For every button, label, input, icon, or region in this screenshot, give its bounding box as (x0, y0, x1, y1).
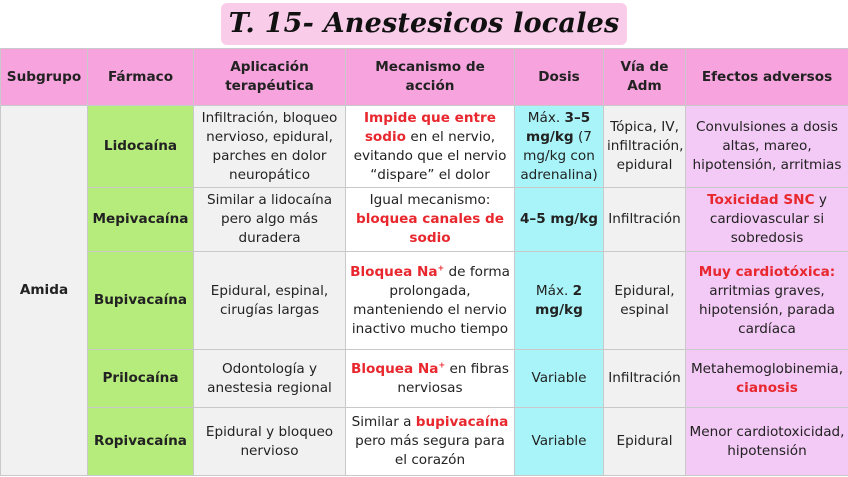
effects-cell (686, 252, 848, 350)
drug-table (0, 48, 848, 476)
mechanism-prefix: Igual mecanismo: (369, 192, 491, 208)
application-cell: Odontología y anestesia regional (194, 350, 346, 408)
subgroup-cell: Amida (1, 106, 88, 476)
route-cell: Infiltración (604, 188, 686, 252)
effects-highlight: cianosis (736, 379, 798, 396)
dose-cell (515, 106, 604, 188)
effects-text: y cardiovascular si sobredosis (709, 192, 827, 246)
dose-cell: Variable (515, 408, 604, 476)
title-bar (0, 0, 848, 48)
application-cell: Infiltración, bloqueo nervioso, epidural, parches en dolor neuropático (194, 106, 346, 188)
mechanism-text: en fibras nerviosas (397, 360, 509, 396)
mechanism-text: pero más segura para el corazón (355, 433, 505, 468)
mechanism-highlight: Impide que entre sodio (364, 109, 496, 145)
header-row (1, 49, 848, 106)
effects-cell (686, 188, 848, 252)
effects-highlight: Toxicidad SNC (707, 192, 815, 208)
dose-cell (515, 252, 604, 350)
dose-value: 3–5 mg/kg (526, 109, 591, 145)
mechanism-cell (346, 106, 515, 188)
header-efectos: Efectos adversos (686, 49, 848, 106)
route-cell: Epidural, espinal (604, 252, 686, 350)
header-subgrupo: Subgrupo (1, 49, 88, 106)
route-cell: Epidural (604, 408, 686, 476)
page-title: T. 15- Anestesicos locales (221, 3, 628, 45)
dose-suffix: (7 mg/kg con adrenalina) (520, 128, 598, 183)
mechanism-cell (346, 252, 515, 350)
mechanism-text: de forma prolongada, manteniendo el nervio inactivo mucho tiempo (351, 263, 510, 337)
route-cell: Tópica, IV, infiltración, epidural (604, 106, 686, 188)
table-row (1, 106, 848, 188)
effects-cell: Menor cardiotoxicidad, hipotensión (686, 408, 848, 476)
drug-cell: Prilocaína (88, 350, 194, 408)
sodium-charge: + (437, 262, 445, 272)
application-cell: Similar a lidocaína pero algo más duradera (194, 188, 346, 252)
header-aplicacion: Aplicación terapéutica (194, 49, 346, 106)
dose-prefix: Máx. (527, 109, 565, 126)
application-cell: Epidural, espinal, cirugías largas (194, 252, 346, 350)
header-via: Vía de Adm (604, 49, 686, 106)
header-dosis: Dosis (515, 49, 604, 106)
effects-cell: Convulsiones a dosis altas, mareo, hipotensión, arritmias (686, 106, 848, 188)
table-row (1, 408, 848, 476)
dose-value: 4–5 mg/kg (519, 211, 599, 227)
drug-cell: Bupivacaína (88, 252, 194, 350)
dose-cell (515, 188, 604, 252)
mechanism-highlight: bloquea canales de sodio (356, 211, 504, 246)
dose-value: 2 mg/kg (535, 282, 583, 318)
mechanism-highlight: Bloquea Na (350, 263, 438, 280)
header-farmaco: Fármaco (88, 49, 194, 106)
dose-cell: Variable (515, 350, 604, 408)
drug-cell: Ropivacaína (88, 408, 194, 476)
mechanism-highlight: Bloquea Na (351, 360, 439, 377)
table-row (1, 188, 848, 252)
dose-prefix: Máx. (535, 282, 573, 299)
sodium-charge: + (438, 359, 446, 369)
table-row (1, 350, 848, 408)
effects-highlight: Muy cardiotóxica: (698, 263, 836, 280)
mechanism-text: en el nervio, evitando que el nervio “dispare” el dolor (353, 128, 507, 183)
effects-prefix: Metahemoglobinemia, (690, 360, 844, 377)
application-cell: Epidural y bloqueo nervioso (194, 408, 346, 476)
mechanism-highlight: bupivacaína (415, 414, 509, 430)
mechanism-cell (346, 188, 515, 252)
drug-cell: Mepivacaína (88, 188, 194, 252)
drug-cell: Lidocaína (88, 106, 194, 188)
mechanism-cell (346, 350, 515, 408)
mechanism-cell (346, 408, 515, 476)
effects-text: arritmias graves, hipotensión, parada cardíaca (699, 282, 835, 337)
route-cell: Infiltración (604, 350, 686, 408)
table-row (1, 252, 848, 350)
mechanism-prefix: Similar a (351, 414, 416, 430)
header-mecanismo: Mecanismo de acción (346, 49, 515, 106)
effects-cell (686, 350, 848, 408)
